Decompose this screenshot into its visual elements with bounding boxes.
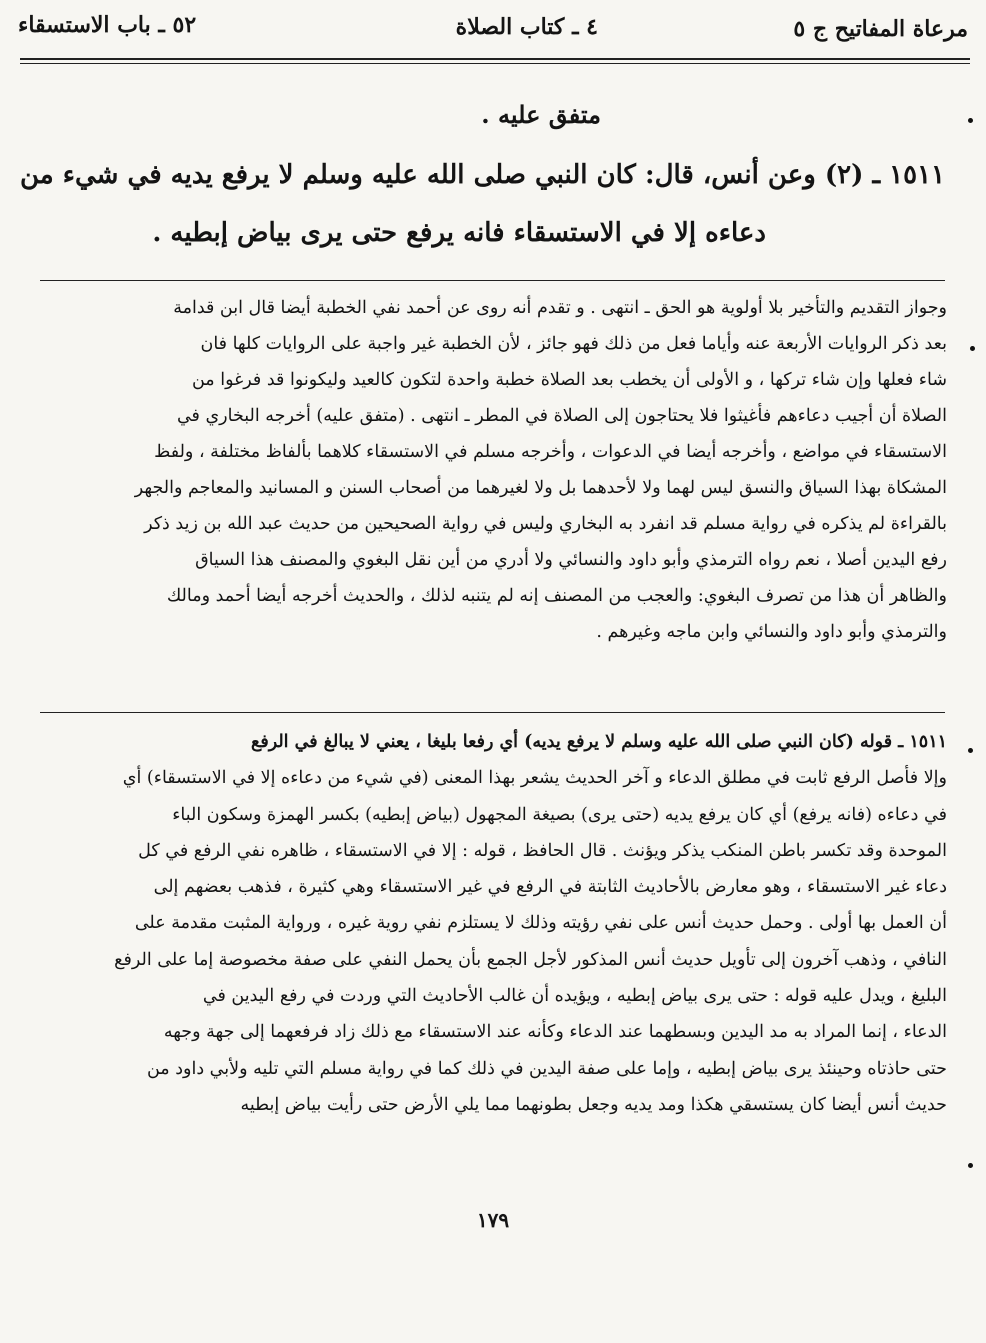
commentary-line: البليغ ، ويدل عليه قوله : حتى يرى بياض إبطيه ، ويؤيده أن غالب الأحاديث التي وردت في رفع اليدين في <box>202 986 947 1007</box>
commentary-line: دعاء غير الاستسقاء ، وهو معارض بالأحاديث الثابتة في الرفع في غير الاستسقاء وهي كثيرة ، فذهب بعضهم إلى <box>153 877 947 898</box>
commentary-line: ١٥١١ ـ قوله (كان النبي صلى الله عليه وسلم لا يرفع يديه) أي رفعا بليغا ، يعني لا يبالغ في الرفع <box>251 732 947 752</box>
section-divider <box>40 280 945 281</box>
muttafaq-alayh: متفق عليه . <box>481 100 601 129</box>
scan-speck <box>970 346 975 351</box>
commentary-line: حتى حاذتاه وحينئذ يرى بياض إبطيه ، وإما على صفة اليدين في ذلك كما في رواية مسلم التي تليه ولأبي داود من <box>146 1058 947 1079</box>
body-line: وجواز التقديم والتأخير بلا أولوية هو الحق ـ انتهى . و تقدم أنه روى عن أحمد نفي الخطبة أيضا قال ابن قدامة <box>173 298 947 318</box>
commentary-line: وإلا فأصل الرفع ثابت في مطلق الدعاء و آخر الحديث يشعر بهذا المعنى (في شيء من دعاءه إلا في الاستسقاء) أي <box>122 768 947 789</box>
hadith-line-1: ١٥١١ ـ (٢) وعن أنس، قال: كان النبي صلى الله عليه وسلم لا يرفع يديه في شيء من <box>20 160 945 190</box>
body-line: بعد ذكر الروايات الأربعة عنه وأياما فعل من ذلك فهو جائز ، لأن الخطبة غير واجبة على الروايات كلها فان <box>200 334 947 354</box>
page-number: ١٧٩ <box>476 1208 510 1232</box>
header-book-title: مرعاة المفاتيح ج ٥ <box>793 16 968 42</box>
commentary-line: في دعاءه (فانه يرفع) أي كان يرفع يديه (حتى يرى) بصيغة المجهول (بياض إبطيه) بكسر الهمزة وسكون الباء <box>172 804 947 825</box>
body-line: المشكاة بهذا السياق والنسق ليس لهما ولا لأحدهما بل ولا لغيرهما من أصحاب السنن و المسانيد والمعاجم والجهر <box>134 478 947 498</box>
scan-speck <box>968 1163 973 1168</box>
commentary-line: النافي ، وذهب آخرون إلى تأويل حديث أنس المذكور لأجل الجمع بأن يحمل النفي على صفة مخصوصة إما على الرفع <box>114 949 947 970</box>
body-line: والظاهر أن هذا من تصرف البغوي: والعجب من المصنف إنه لم يتنبه لذلك ، والحديث أخرجه أيضا أحمد ومالك <box>166 586 947 606</box>
running-header <box>18 6 968 50</box>
commentary-divider <box>40 712 945 713</box>
hadith-line-2: دعاءه إلا في الاستسقاء فانه يرفع حتى يرى بياض إبطيه . <box>152 218 766 248</box>
commentary-line: أن العمل بها أولى . وحمل حديث أنس على نفي رؤيته وذلك لا يستلزم نفي روية غيره ، ورواية المثبت مقدمة على <box>134 913 947 934</box>
header-rule <box>20 58 970 64</box>
body-line: الصلاة أن أجيب دعاءهم فأغيثوا فلا يحتاجون إلى الصلاة في المطر ـ انتهى . (متفق عليه) أخرجه البخاري في <box>176 406 947 426</box>
commentary-line: حديث أنس أيضا كان يستسقي هكذا ومد يديه وجعل بطونهما مما يلي الأرض حتى رأيت بياض إبطيه <box>240 1094 947 1115</box>
commentary-body <box>42 724 947 1123</box>
footnote-body <box>42 290 947 650</box>
body-line: شاء فعلها وإن شاء تركها ، و الأولى أن يخطب بعد الصلاة خطبة واحدة لتكون كالعيد وليكونوا قد فرغوا من <box>191 370 947 390</box>
body-line: الاستسقاء في مواضع ، وأخرجه أيضا في الدعوات ، وأخرجه مسلم في الاستسقاء كلاهما بألفاظ مختلفة ، ولفظ <box>154 442 947 462</box>
header-section: ٥٢ ـ باب الاستسقاء <box>18 12 197 38</box>
body-line: والترمذي وأبو داود والنسائي وابن ماجه وغيرهم . <box>596 622 947 642</box>
commentary-line: الموحدة وقد تكسر باطن المنكب يذكر ويؤنث . قال الحافظ ، قوله : إلا في الاستسقاء ، ظاهره نفي الرفع في كل <box>138 840 947 861</box>
scan-speck <box>968 748 973 753</box>
scan-speck <box>968 118 973 123</box>
body-line: بالقراءة لم يذكره في رواية مسلم قد انفرد به البخاري وليس في رواية الصحيحين من حديث عبد الله بن زيد ذكر <box>144 514 947 534</box>
body-line: رفع اليدين أصلا ، نعم رواه الترمذي وأبو داود والنسائي ولا أدري من أين نقل البغوي والمصنف هذا السياق <box>195 550 947 570</box>
header-chapter: ٤ ـ كتاب الصلاة <box>455 14 598 40</box>
commentary-line: الدعاء ، إنما المراد به مد اليدين وبسطهما عند الدعاء وكأنه عند الاستسقاء مع ذلك زاد فرفعهما إلى جهة وجهه <box>163 1022 947 1043</box>
